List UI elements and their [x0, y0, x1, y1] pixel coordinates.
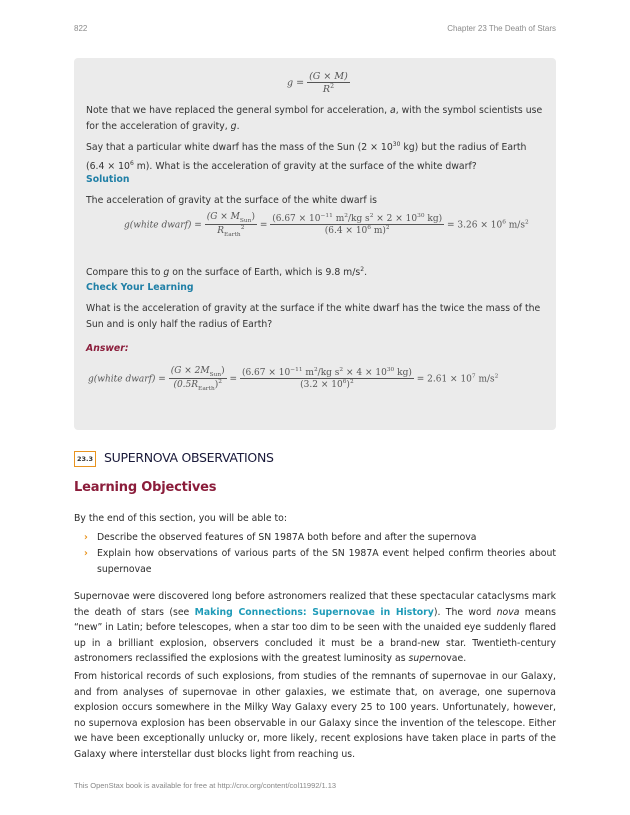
compare-paragraph: Compare this to g on the surface of Earth, which is 9.8 $m/s^2$. — [86, 266, 368, 279]
objective-bullet: › Explain how observations of various parts of the SN 1987A event helped confirm theories about supernovae — [84, 548, 556, 575]
check-question: What is the acceleration of gravity at the surface if the white dwarf has the twice the mass of the Sun and is only half the radius of Earth? — [86, 303, 541, 330]
equation-white-dwarf-1: g(white dwarf) = $\frac{(G \times M_{Sun})}{R_{Earth}^2}$ = $\frac{(6.67 \times 10^{-11} m^2/kg s^2 \times 2 \times 10^{30} kg)}{(6.4 \times 10^6 m)^2}$ = $3.26 \times 10^6$ $m/s^2$ — [124, 212, 529, 238]
question-paragraph: Say that a particular white dwarf has the mass of the Sun ($2 \times 10^{30}$ kg) but the radius of Earth ($6.4 \times 10^6$ m). What is the acceleration of gravity at the surface of the white dwarf? — [86, 141, 527, 172]
equation-white-dwarf-2: g(white dwarf) = $\frac{(G \times 2M_{Sun})}{(0.5R_{Earth})^2}$ = $\frac{(6.67 \times 10^{-11} m^2/kg s^2 \times 4 \times 10^{30} kg)}{(3.2 \times 10^6)^2}$ = $2.61 \times 10^7$ $m/s^2$ — [88, 366, 499, 392]
footer-attribution: This OpenStax book is available for free at http://cnx.org/content/col11992/1.13 — [74, 781, 337, 790]
page-number: 822 — [74, 24, 88, 33]
paragraph-supernova-frequency: From historical records of such explosions, from studies of the remnants of supernovae in our Galaxy, and from analyses of supernovae in other galaxies, we estimate that, on average, one supernova explosion occurs somewhere in the Milky Way Galaxy every 25 to 100 years. Unfortunately, however, no supernova explosion has been observable in our Galaxy since the invention of the telescope. Either we have been exceptionally unlucky or, more likely, recent explosions have taken place in parts of the Galaxy where interstellar dust blocks light from reaching us. — [74, 671, 556, 760]
supernovae-history-link[interactable]: Making Connections: Supernovae in History — [194, 606, 434, 618]
learning-objectives-heading: Learning Objectives — [74, 480, 217, 495]
objectives-intro: By the end of this section, you will be able to: — [74, 513, 287, 524]
check-your-learning-label: Check Your Learning — [86, 282, 194, 293]
paragraph-supernovae-history: Supernovae were discovered long before astronomers realized that these spectacular cataclysms mark the death of stars (see Making Connections: Supernovae in History). The word nova means “new” in Latin; before telescopes, when a star too dim to be seen with the unaided eye suddenly flared up in a brilliant explosion, observers concluded it must be a brand-new star. Twentieth-century astronomers reclassified the explosions with the greatest luminosity as supernovae. — [74, 591, 556, 664]
chevron-right-icon: › — [84, 548, 88, 559]
gravity-formula: g = $\frac{(G \times M)}{R^2}$ — [287, 71, 348, 96]
section-number-badge: 23.3 — [74, 451, 96, 467]
answer-label: Answer: — [86, 343, 129, 354]
chapter-header: Chapter 23 The Death of Stars — [447, 24, 556, 33]
section-title: SUPERNOVA OBSERVATIONS — [104, 450, 274, 465]
objective-bullet: › Describe the observed features of SN 1987A both before and after the supernova — [84, 530, 556, 546]
solution-label: Solution — [86, 174, 130, 185]
note-paragraph: Note that we have replaced the general symbol for acceleration, a, with the symbol scientists use for the acceleration of gravity, g. — [86, 105, 543, 132]
chevron-right-icon: › — [84, 532, 88, 543]
solution-text: The acceleration of gravity at the surface of the white dwarf is — [86, 195, 378, 206]
